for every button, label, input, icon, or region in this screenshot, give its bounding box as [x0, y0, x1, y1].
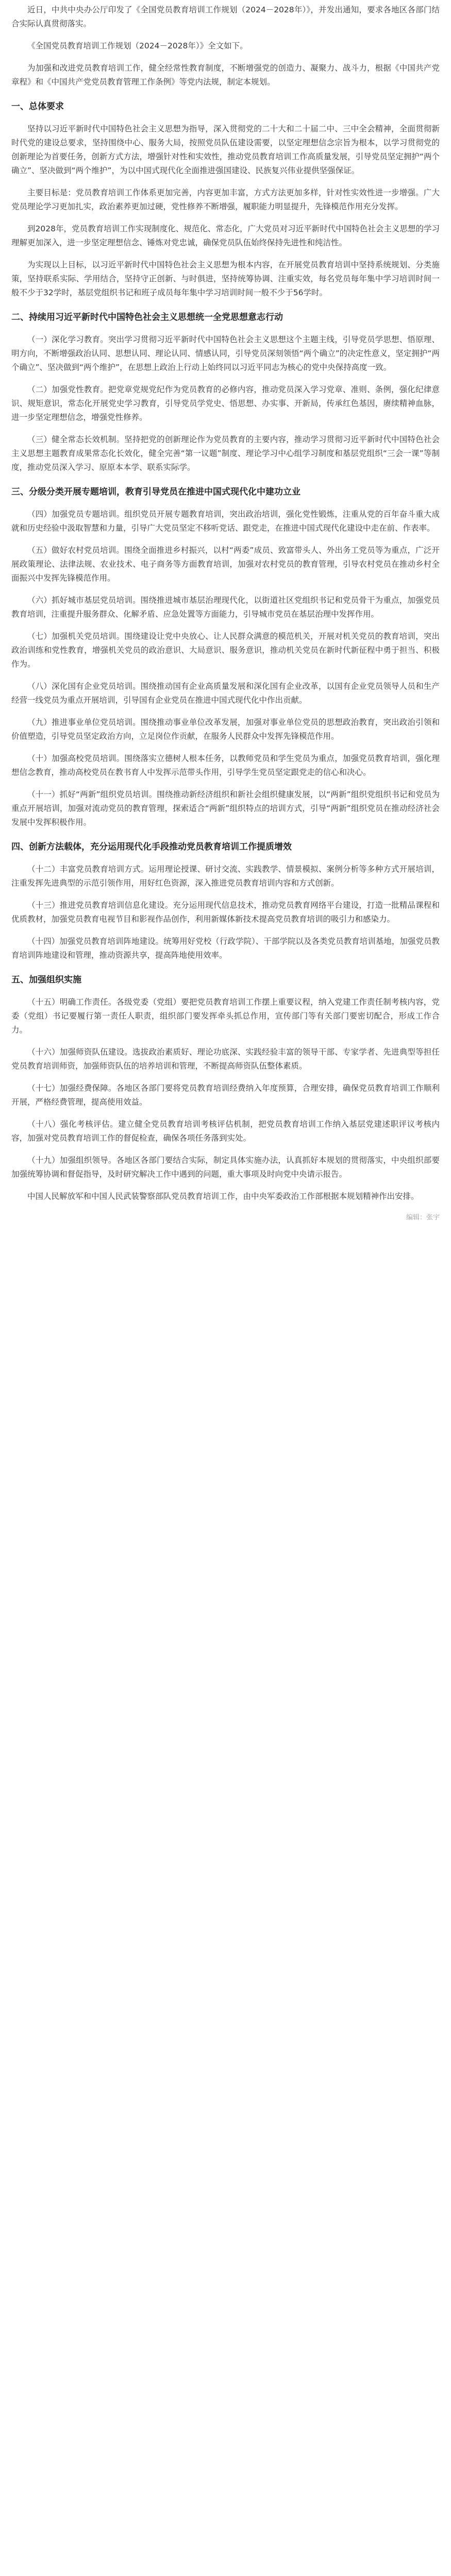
- intro-paragraph: 《全国党员教育培训工作规划（2024－2028年）》全文如下。: [27, 41, 248, 50]
- body-paragraph: （十八）强化考核评估。建立健全党员教育培训考核评估机制，把党员教育培训工作纳入基层党建述职评议考核内容，加强对党员教育培训工作的督促检查，确保各项任务落到实处。: [11, 1120, 440, 1143]
- body-paragraph: （二）加强党性教育。把党章党规党纪作为党员教育的必修内容，推动党员深入学习党章、准则、条例，强化纪律意识、规矩意识，常态化开展党史学习教育，引导党员学党史、悟思想、办实事、开新局，传承红色基因，赓续精神血脉，进一步坚定理想信念，增强党性修养。: [11, 385, 440, 422]
- body-paragraph: （六）抓好城市基层党员培训。围绕推进城市基层治理现代化，以街道社区党组织书记和党员骨干为重点，加强党员教育培训，注重提升服务群众、化解矛盾、应急处置等方面能力，引导城市党员在基层治理中发挥作用。: [11, 596, 440, 619]
- body-paragraph: 主要目标是：党员教育培训工作体系更加完善，内容更加丰富，方式方法更加多样，针对性实效性进一步增强。广大党员理论学习更加扎实，政治素养更加过硬，党性修养不断增强，履职能力明显提升，先锋模范作用充分发挥。: [11, 188, 440, 211]
- body-paragraph: （十）加强高校党员培训。围绕落实立德树人根本任务，以教师党员和学生党员为重点，加强党员教育培训，强化理想信念教育，推动高校党员在教书育人中发挥示范带头作用，引导学生党员坚定跟党走的信心和决心。: [11, 754, 440, 777]
- body-paragraph: （十六）加强师资队伍建设。选拔政治素质好、理论功底深、实践经验丰富的领导干部、专家学者、先进典型等担任党员教育培训师资，加强师资队伍的培养培训和管理，不断提高师资队伍整体素质。: [11, 1047, 440, 1071]
- section-heading: 四、创新方法载体，充分运用现代化手段推动党员教育培训工作提质增效: [11, 842, 292, 852]
- section-heading: 一、总体要求: [11, 101, 64, 112]
- section-heading: 二、持续用习近平新时代中国特色社会主义思想统一全党思想意志行动: [11, 312, 283, 323]
- body-paragraph: 到2028年，党员教育培训工作实现制度化、规范化、常态化，广大党员对习近平新时代中国特色社会主义思想的学习理解更加深入，进一步坚定理想信念、锤炼对党忠诚，确保党员队伍始终保持先进性和纯洁性。: [11, 224, 440, 247]
- intro-paragraph: 近日，中共中央办公厅印发了《全国党员教育培训工作规划（2024－2028年）》，并发出通知，要求各地区各部门结合实际认真贯彻落实。: [11, 5, 440, 28]
- section-heading: 三、分级分类开展专题培训，教育引导党员在推进中国式现代化中建功立业: [11, 487, 300, 497]
- body-paragraph: （十五）明确工作责任。各级党委（党组）要把党员教育培训工作摆上重要议程，纳入党建工作责任制考核内容，党委（党组）书记要履行第一责任人职责，组织部门要发挥牵头抓总作用，宣传部门等有关部门要密切配合，形成工作合力。: [11, 997, 440, 1035]
- body-paragraph: （十九）加强组织领导。各地区各部门要结合实际，制定具体实施办法，认真抓好本规划的贯彻落实，中央组织部要加强统筹协调和督促指导，及时研究解决工作中遇到的问题，重大事项及时向党中央请示报告。: [11, 1156, 440, 1179]
- body-paragraph: （十七）加强经费保障。各地区各部门要将党员教育培训经费纳入年度预算，合理安排，确保党员教育培训工作顺利开展，严格经费管理，提高使用效益。: [11, 1083, 440, 1107]
- body-paragraph: （十四）加强党员教育培训阵地建设。统筹用好党校（行政学院）、干部学院以及各类党员教育培训基地，加强党员教育培训阵地建设和管理，推动资源共享，提高阵地使用效率。: [11, 937, 440, 960]
- body-paragraph: 为实现以上目标，以习近平新时代中国特色社会主义思想为根本内容，在开展党员教育培训中坚持系统规划、分类施策，坚持联系实际、学用结合，坚持守正创新、与时俱进，坚持统筹协调、注重实效，每名党员每年集中学习培训时间一般不少于32学时，基层党组织书记和班子成员每年集中学习培训时间一般不少于56学时。: [11, 260, 440, 297]
- section-heading: 五、加强组织实施: [11, 975, 81, 985]
- body-paragraph: 中国人民解放军和中国人民武装警察部队党员教育培训工作，由中央军委政治工作部根据本规划精神作出安排。: [27, 1192, 419, 1201]
- intro-paragraph: 为加强和改进党员教育培训工作，健全经常性教育制度，不断增强党的创造力、凝聚力、战斗力，根据《中国共产党章程》和《中国共产党党员教育管理工作条例》等党内法规，制定本规划。: [11, 63, 440, 87]
- body-paragraph: （十三）推进党员教育培训信息化建设。充分运用现代信息技术，推动党员教育网络平台建设，打造一批精品课程和优质教材，加强党员教育电视节目和影视作品创作，利用新媒体新技术提高党员教育培训的吸引力和感染力。: [11, 901, 440, 924]
- body-paragraph: （四）加强党员专题培训。组织党员开展专题教育培训，突出政治培训，强化党性锻炼，注重从党的百年奋斗重大成就和历史经验中汲取智慧和力量，引导广大党员坚定不移听党话、跟党走，在推进中国式现代化建设中走在前、作表率。: [11, 510, 440, 533]
- article: [0, 0, 451, 1231]
- body-paragraph: （八）深化国有企业党员培训。围绕推动国有企业高质量发展和深化国有企业改革，以国有企业党员领导人员和生产经营一线党员为重点开展培训，引导国有企业党员在推进中国式现代化中作出贡献。: [11, 682, 440, 705]
- body-paragraph: 坚持以习近平新时代中国特色社会主义思想为指导，深入贯彻党的二十大和二十届二中、三中全会精神，全面贯彻新时代党的建设总要求，坚持围绕中心、服务大局，按照党员队伍建设需要，以坚定理想信念宗旨为根本，以学习贯彻党的创新理论为首要任务，创新方式方法，增强针对性和实效性，推动党员教育培训工作高质量发展，引导党员坚定拥护“两个确立”、坚决做到“两个维护”，为以中国式现代化全面推进强国建设、民族复兴伟业提供坚强保证。: [11, 124, 440, 175]
- body-paragraph: （七）加强机关党员培训。围绕建设让党中央放心、让人民群众满意的模范机关，开展对机关党员的教育培训，突出政治训练和党性教育，增强机关党员的政治意识、大局意识、服务意识，推动机关党员在新时代新征程中勇于担当、积极作为。: [11, 632, 440, 669]
- body-paragraph: （一）深化学习教育。突出学习贯彻习近平新时代中国特色社会主义思想这个主题主线，引导党员学思想、悟原理、明方向，不断增强政治认同、思想认同、理论认同、情感认同，引导党员深刻领悟“两个确立”的决定性意义，坚定拥护“两个确立”、坚决做到“两个维护”，在思想上政治上行动上始终同以习近平同志为核心的党中央保持高度一致。: [11, 335, 440, 372]
- body-paragraph: （九）推进事业单位党员培训。围绕推动事业单位改革发展，加强对事业单位党员的思想政治教育，突出政治引领和价值塑造，引导党员坚定政治方向，立足岗位作贡献，在服务人民群众中发挥先锋模范作用。: [11, 718, 440, 741]
- body-paragraph: （十二）丰富党员教育培训方式。运用理论授课、研讨交流、实践教学、情景模拟、案例分析等多种方式开展培训，注重发挥先进典型的示范引领作用，用好红色资源，深入推进党员教育培训内容和方式创新。: [11, 865, 440, 888]
- body-paragraph: （十一）抓好“两新”组织党员培训。围绕推动新经济组织和新社会组织健康发展，以“两新”组织党组织书记和党员为重点开展培训，加强对流动党员的教育管理，探索适合“两新”组织特点的培训方式，引导“两新”组织党员在推动经济社会发展中发挥积极作用。: [11, 790, 440, 827]
- editor-credit: 编辑：张宇: [406, 1214, 440, 1222]
- body-paragraph: （五）做好农村党员培训。围绕全面推进乡村振兴，以村“两委”成员、致富带头人、外出务工党员等为重点，广泛开展政策理论、法律法规、农业技术、电子商务等方面教育培训，加强对农村党员的教育管理，引导农村党员在推动乡村全面振兴中发挥先锋模范作用。: [11, 546, 440, 583]
- body-paragraph: （三）健全常态长效机制。坚持把党的创新理论作为党员教育的主要内容，推动学习贯彻习近平新时代中国特色社会主义思想主题教育成果常态化长效化，健全完善“第一议题”制度、理论学习中心组学习制度和基层党组织“三会一课”等制度，推动党员深入学习、原原本本学、联系实际学。: [11, 435, 440, 472]
- article-sections: [11, 99, 440, 1204]
